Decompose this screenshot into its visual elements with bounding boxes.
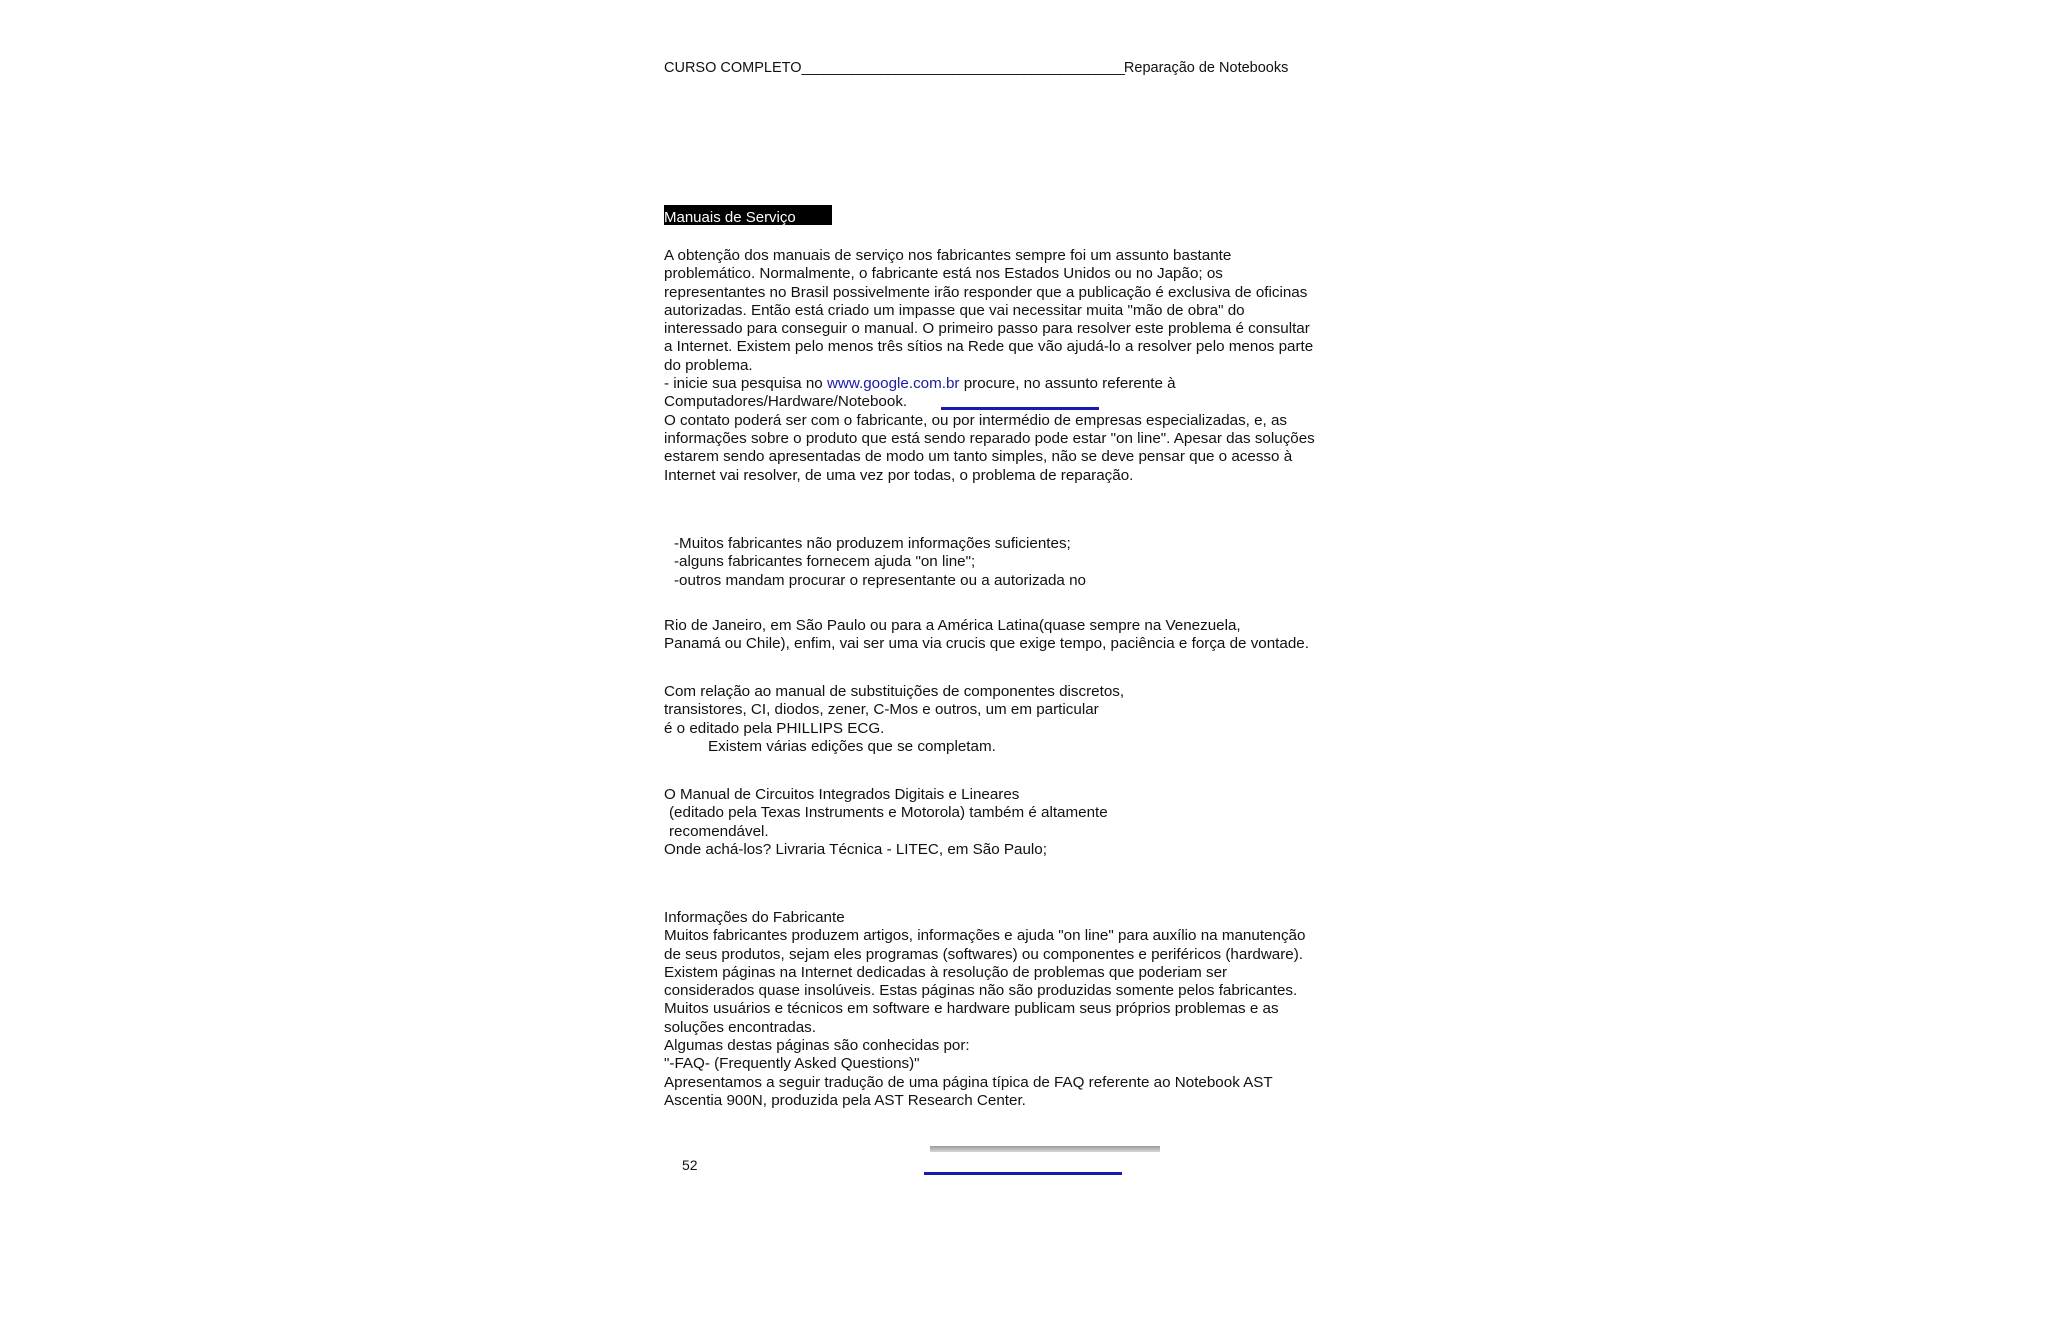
integrated-line: (editado pela Texas Instruments e Motorola) também é altamente — [669, 804, 1108, 822]
manufacturer-line: "-FAQ- (Frequently Asked Questions)" — [664, 1055, 920, 1073]
substitution-line: Com relação ao manual de substituições de componentes discretos, — [664, 683, 1125, 700]
intro-line: estarem sendo apresentadas de modo um tanto simples, não se deve pensar que o acesso à — [664, 448, 1293, 466]
substitution-paragraph — [664, 683, 1364, 756]
page-number: 52 — [682, 1157, 698, 1173]
header-underline: _____________________________________________ — [801, 60, 1124, 76]
intro-line: O contato poderá ser com o fabricante, ou por intermédio de empresas especializadas, e, as — [664, 411, 1288, 429]
manufacturer-section — [664, 909, 1364, 1110]
substitution-line: Existem várias edições que se completam. — [708, 737, 996, 755]
bullet-item: -Muitos fabricantes não produzem informações suficientes; — [674, 535, 1071, 552]
manufacturer-heading: Informações do Fabricante — [664, 909, 845, 926]
manufacturer-line: Muitos usuários e técnicos em software e hardware publicam seus próprios problemas e as — [664, 1000, 1279, 1018]
document-page — [664, 0, 1364, 1325]
intro-line: representantes no Brasil possivelmente irão responder que a publicação é exclusiva de oficinas — [664, 283, 1308, 301]
manufacturer-line: Apresentamos a seguir tradução de uma página típica de FAQ referente ao Notebook AST — [664, 1073, 1273, 1091]
manufacturer-line: considerados quase insolúveis. Estas páginas não são produzidas somente pelos fabricantes. — [664, 982, 1298, 1000]
bullet-item: -outros mandam procurar o representante ou a autorizada no — [674, 571, 1086, 589]
footer-grey-rule — [930, 1146, 1160, 1152]
search-suffix: procure, no assunto referente à — [959, 375, 1176, 393]
footer-blue-rule — [924, 1172, 1122, 1175]
bullet-list — [674, 535, 1374, 590]
intro-line: do problema. — [664, 356, 753, 374]
manufacturer-line: de seus produtos, sejam eles programas (softwares) ou componentes e periféricos (hardware). — [664, 945, 1304, 963]
search-instruction — [664, 375, 1364, 393]
continuation-line: Rio de Janeiro, em São Paulo ou para a América Latina(quase sempre na Venezuela, — [664, 617, 1241, 634]
intro-paragraph — [664, 247, 1364, 485]
intro-line: problemático. Normalmente, o fabricante está nos Estados Unidos ou no Japão; os — [664, 265, 1223, 283]
bullet-item: -alguns fabricantes fornecem ajuda "on line"; — [674, 553, 976, 571]
intro-line: A obtenção dos manuais de serviço nos fabricantes sempre foi um assunto bastante — [664, 247, 1232, 264]
integrated-circuits-paragraph — [664, 786, 1364, 859]
manufacturer-line: Algumas destas páginas são conhecidas por: — [664, 1037, 970, 1055]
substitution-line: é o editado pela PHILLIPS ECG. — [664, 719, 885, 737]
search-prefix: - inicie sua pesquisa no — [664, 375, 827, 393]
manufacturer-line: Muitos fabricantes produzem artigos, informações e ajuda "on line" para auxílio na manutenção — [664, 927, 1306, 945]
integrated-line: recomendável. — [669, 822, 769, 840]
continuation-paragraph — [664, 617, 1364, 654]
running-header — [664, 60, 1324, 76]
manufacturer-line: Ascentia 900N, produzida pela AST Research Center. — [664, 1091, 1026, 1109]
continuation-line: Panamá ou Chile), enfim, vai ser uma via crucis que exige tempo, paciência e força de vontade. — [664, 635, 1309, 653]
intro-line: informações sobre o produto que está sendo reparado pode estar "on line". Apesar das soluções — [664, 429, 1315, 447]
manufacturer-line: Existem páginas na Internet dedicadas à resolução de problemas que poderiam ser — [664, 963, 1228, 981]
integrated-line: O Manual de Circuitos Integrados Digitais e Lineares — [664, 786, 1020, 803]
intro-line: autorizadas. Então está criado um impasse que vai necessitar muita "mão de obra" do — [664, 301, 1245, 319]
integrated-line: Onde achá-los? Livraria Técnica - LITEC, em São Paulo; — [664, 840, 1047, 858]
substitution-line: transistores, CI, diodos, zener, C-Mos e outros, um em particular — [664, 701, 1099, 719]
header-left: CURSO COMPLETO — [664, 60, 802, 76]
intro-line: Internet vai resolver, de uma vez por todas, o problema de reparação. — [664, 466, 1134, 484]
google-link[interactable]: www.google.com.br — [826, 375, 960, 393]
header-right: Reparação de Notebooks — [1123, 60, 1289, 76]
intro-line: interessado para conseguir o manual. O primeiro passo para resolver este problema é consultar — [664, 320, 1310, 338]
link-underline-rule — [941, 407, 1099, 410]
intro-line: a Internet. Existem pelo menos três sítios na Rede que vão ajudá-lo a resolver pelo menos parte — [664, 338, 1314, 356]
manufacturer-line: soluções encontradas. — [664, 1018, 816, 1036]
search-path: Computadores/Hardware/Notebook. — [664, 393, 908, 411]
section-title: Manuais de Serviço — [664, 205, 832, 225]
